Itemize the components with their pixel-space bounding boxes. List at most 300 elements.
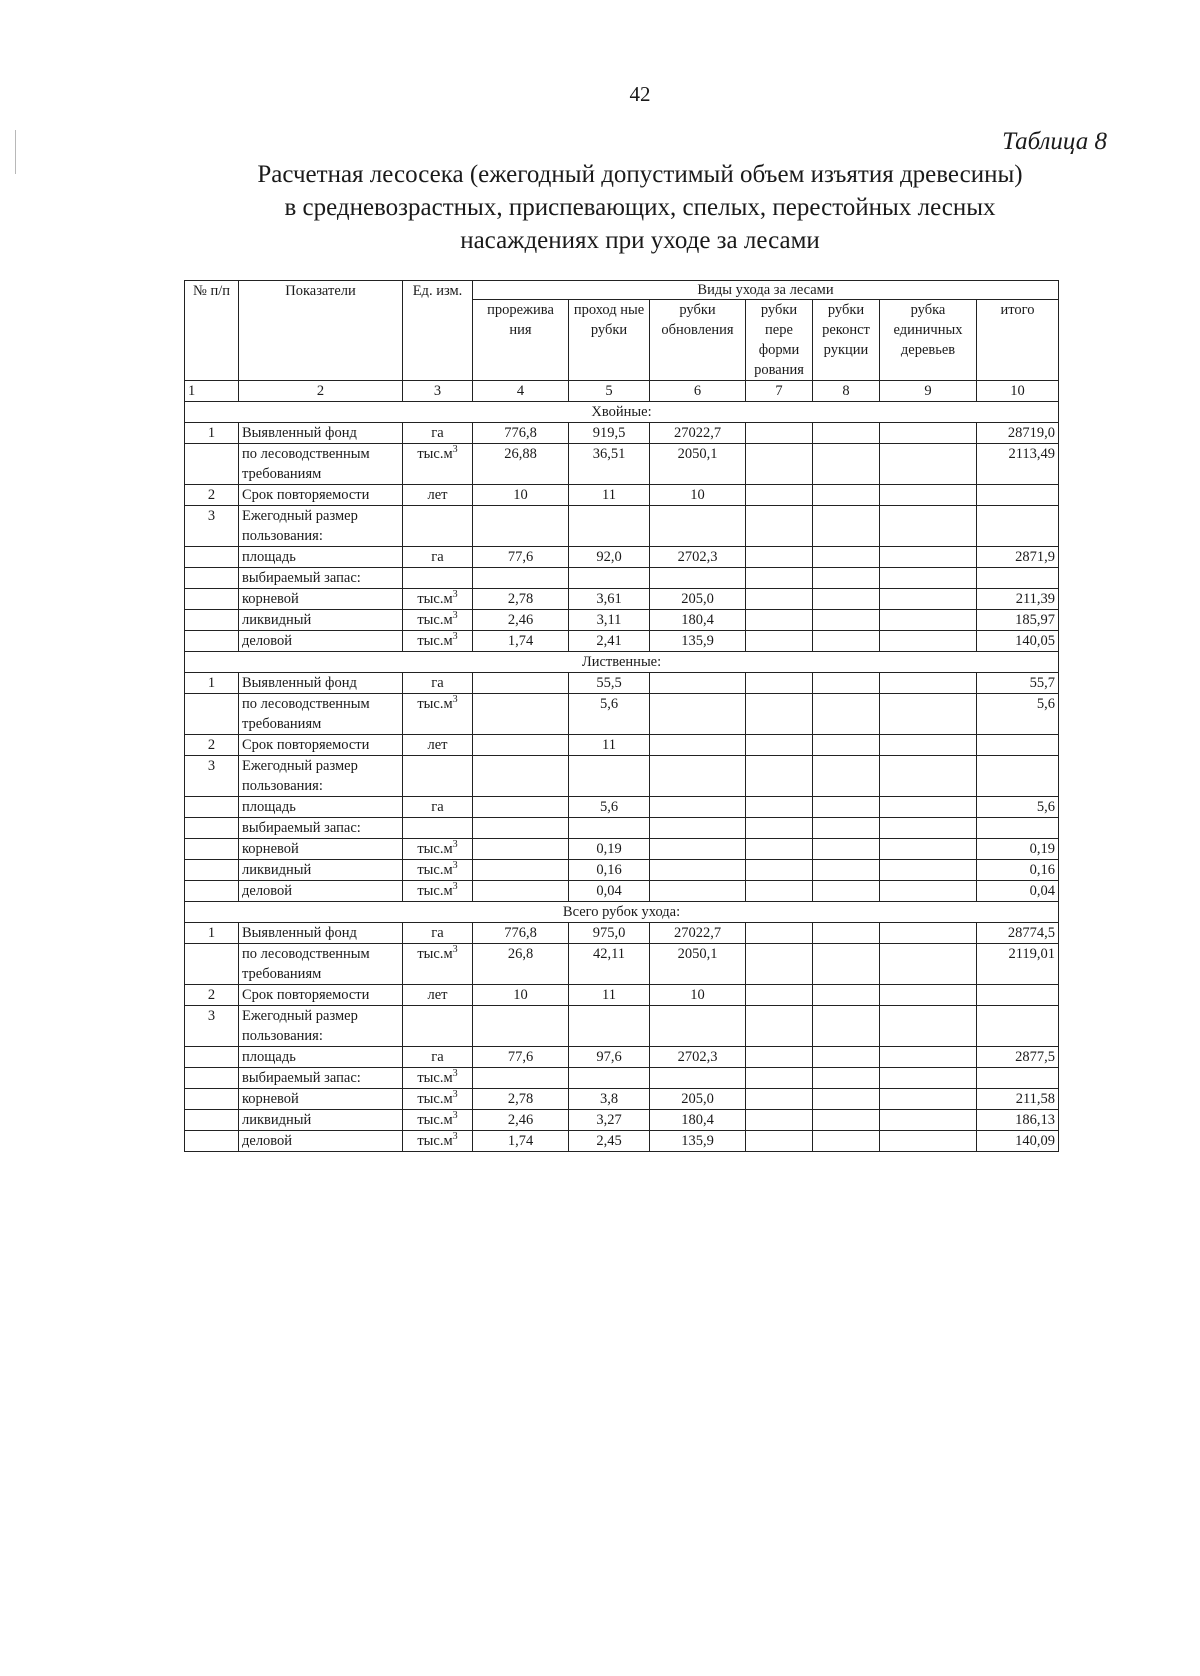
value-cell [880,923,977,944]
value-cell [880,818,977,839]
table-row [185,1131,1059,1152]
total-cell [977,818,1059,839]
value-cell [813,818,880,839]
unit-text: лет [427,737,448,753]
unit-cell [403,506,473,547]
indicator-cell: Выявленный фонд [239,673,403,694]
value-cell [880,797,977,818]
value-cell [650,735,746,756]
unit-text: тыс.м [417,633,453,649]
unit-text: тыс.м [417,1070,453,1086]
header-type: рубки реконст рукции [813,300,880,381]
value-cell [880,860,977,881]
value-cell [473,797,569,818]
total-cell: 5,6 [977,797,1059,818]
value-cell [880,673,977,694]
row-number: 3 [185,1006,239,1047]
value-cell [650,818,746,839]
value-cell [880,610,977,631]
value-cell [569,1006,650,1047]
value-cell [746,797,813,818]
value-cell [569,1068,650,1089]
table-row [185,1047,1059,1068]
value-cell: 205,0 [650,589,746,610]
value-cell: 180,4 [650,1110,746,1131]
value-cell [880,1131,977,1152]
unit-text: га [431,1049,444,1065]
row-number [185,610,239,631]
value-cell [746,985,813,1006]
value-cell [813,485,880,506]
row-number: 3 [185,506,239,547]
table-row [185,1110,1059,1131]
value-cell [746,839,813,860]
section-header-row [185,402,1059,423]
value-cell [880,944,977,985]
value-cell: 97,6 [569,1047,650,1068]
value-cell [813,985,880,1006]
total-cell: 185,97 [977,610,1059,631]
value-cell [813,610,880,631]
row-number [185,547,239,568]
table-row [185,506,1059,547]
table-row [185,818,1059,839]
indicator-cell: площадь [239,797,403,818]
table-row [185,631,1059,652]
table-row [185,1068,1059,1089]
title-line: насаждениях при уходе за лесами [460,227,820,254]
table-row [185,756,1059,797]
value-cell [746,735,813,756]
value-cell [473,756,569,797]
value-cell: 36,51 [569,444,650,485]
unit-text: га [431,799,444,815]
value-cell [880,631,977,652]
scan-mark [15,130,16,174]
row-number [185,568,239,589]
unit-cell [403,1006,473,1047]
total-cell [977,1006,1059,1047]
table-row [185,839,1059,860]
unit-cell [403,1131,473,1152]
value-cell [813,1131,880,1152]
value-cell [813,944,880,985]
unit-cell [403,444,473,485]
value-cell: 26,8 [473,944,569,985]
indicator-cell: Ежегодный размер пользования: [239,506,403,547]
row-number [185,839,239,860]
value-cell: 2,46 [473,610,569,631]
title-line: в средневозрастных, приспевающих, спелых, перестойных лесных [284,194,996,221]
unit-text: тыс.м [417,841,453,857]
value-cell [813,568,880,589]
value-cell: 2,41 [569,631,650,652]
value-cell: 180,4 [650,610,746,631]
value-cell: 5,6 [569,694,650,735]
unit-superscript: 3 [452,610,458,622]
total-cell: 2119,01 [977,944,1059,985]
value-cell [880,485,977,506]
section-title: Всего рубок ухода: [185,902,1059,923]
value-cell [746,694,813,735]
unit-text: га [431,675,444,691]
col-number: 3 [403,381,473,402]
value-cell [650,881,746,902]
unit-superscript: 3 [452,839,458,851]
total-cell: 28719,0 [977,423,1059,444]
header-type: рубки обновления [650,300,746,381]
table-row [185,485,1059,506]
unit-cell [403,1089,473,1110]
value-cell [813,1068,880,1089]
value-cell: 2,45 [569,1131,650,1152]
table-row [185,881,1059,902]
section-title: Лиственные: [185,652,1059,673]
table-row [185,694,1059,735]
header-type: прорежива ния [473,300,569,381]
value-cell [880,756,977,797]
value-cell: 2,78 [473,589,569,610]
value-cell [880,506,977,547]
col-number: 1 [185,381,239,402]
table-row [185,673,1059,694]
indicator-cell: Ежегодный размер пользования: [239,1006,403,1047]
value-cell: 3,27 [569,1110,650,1131]
value-cell [746,631,813,652]
value-cell [569,818,650,839]
header-row-top [185,281,1059,300]
total-cell: 0,04 [977,881,1059,902]
unit-text: тыс.м [417,883,453,899]
value-cell [650,797,746,818]
indicator-cell: по лесоводственным требованиям [239,694,403,735]
table-row [185,1006,1059,1047]
value-cell [880,1110,977,1131]
unit-text: лет [427,487,448,503]
value-cell [650,673,746,694]
value-cell [746,923,813,944]
value-cell [473,881,569,902]
value-cell: 0,16 [569,860,650,881]
value-cell [650,860,746,881]
value-cell: 5,6 [569,797,650,818]
value-cell [473,506,569,547]
value-cell: 11 [569,735,650,756]
value-cell: 1,74 [473,631,569,652]
table-row [185,985,1059,1006]
unit-cell [403,610,473,631]
value-cell [746,944,813,985]
value-cell: 3,8 [569,1089,650,1110]
value-cell [746,444,813,485]
value-cell [746,860,813,881]
value-cell [813,1089,880,1110]
unit-text: тыс.м [417,446,453,462]
unit-superscript: 3 [452,444,458,456]
value-cell [880,1047,977,1068]
unit-cell [403,944,473,985]
value-cell [746,568,813,589]
col-number: 9 [880,381,977,402]
indicator-cell: Выявленный фонд [239,923,403,944]
value-cell [746,1131,813,1152]
page-number: 42 [629,82,651,106]
section-header-row [185,902,1059,923]
value-cell [569,568,650,589]
unit-superscript: 3 [452,1068,458,1080]
indicator-cell: корневой [239,589,403,610]
value-cell [650,1006,746,1047]
unit-text: тыс.м [417,591,453,607]
total-cell [977,756,1059,797]
unit-cell [403,860,473,881]
indicator-cell: по лесоводственным требованиям [239,444,403,485]
value-cell [746,1068,813,1089]
row-number [185,1089,239,1110]
value-cell: 776,8 [473,923,569,944]
value-cell [473,818,569,839]
header-type: итого [977,300,1059,381]
unit-cell [403,568,473,589]
value-cell: 135,9 [650,631,746,652]
row-number [185,1047,239,1068]
indicator-cell: площадь [239,1047,403,1068]
value-cell [746,1047,813,1068]
unit-superscript: 3 [452,1131,458,1143]
value-cell [473,568,569,589]
unit-text: тыс.м [417,612,453,628]
unit-cell [403,631,473,652]
unit-superscript: 3 [452,944,458,956]
value-cell [813,735,880,756]
row-number [185,944,239,985]
value-cell [813,923,880,944]
unit-text: тыс.м [417,1133,453,1149]
indicator-cell: деловой [239,631,403,652]
value-cell: 2702,3 [650,1047,746,1068]
value-cell: 919,5 [569,423,650,444]
unit-cell [403,485,473,506]
table-label: Таблица 8 [1002,128,1107,155]
header-type: рубка единичных деревьев [880,300,977,381]
value-cell: 26,88 [473,444,569,485]
column-number-row [185,381,1059,402]
value-cell [746,1006,813,1047]
col-number: 7 [746,381,813,402]
unit-text: лет [427,987,448,1003]
value-cell: 135,9 [650,1131,746,1152]
row-number: 2 [185,985,239,1006]
value-cell [650,568,746,589]
header-num: № п/п [185,281,239,381]
value-cell: 0,04 [569,881,650,902]
value-cell [880,985,977,1006]
value-cell [650,1068,746,1089]
value-cell: 2,78 [473,1089,569,1110]
value-cell [650,756,746,797]
row-number [185,1131,239,1152]
value-cell [880,547,977,568]
section-title: Хвойные: [185,402,1059,423]
value-cell: 1,74 [473,1131,569,1152]
total-cell [977,985,1059,1006]
indicator-cell: ликвидный [239,1110,403,1131]
value-cell [813,444,880,485]
indicator-cell: Срок повторяемости [239,985,403,1006]
unit-text: тыс.м [417,1112,453,1128]
col-number: 5 [569,381,650,402]
value-cell [813,756,880,797]
total-cell: 186,13 [977,1110,1059,1131]
value-cell [569,506,650,547]
value-cell [473,1006,569,1047]
title-line: Расчетная лесосека (ежегодный допустимый объем изъятия древесины) [257,161,1023,188]
unit-cell [403,797,473,818]
unit-cell [403,985,473,1006]
value-cell: 3,11 [569,610,650,631]
table-row [185,444,1059,485]
value-cell [813,631,880,652]
value-cell [746,756,813,797]
total-cell: 55,7 [977,673,1059,694]
unit-superscript: 3 [452,589,458,601]
unit-superscript: 3 [452,1089,458,1101]
total-cell [977,485,1059,506]
value-cell: 2050,1 [650,444,746,485]
value-cell [880,1068,977,1089]
value-cell [473,694,569,735]
unit-text: тыс.м [417,862,453,878]
value-cell [880,839,977,860]
table-row [185,610,1059,631]
value-cell [880,881,977,902]
row-number [185,631,239,652]
total-cell: 2113,49 [977,444,1059,485]
unit-superscript: 3 [452,881,458,893]
total-cell: 0,16 [977,860,1059,881]
table-row [185,860,1059,881]
unit-cell [403,818,473,839]
value-cell [473,1068,569,1089]
value-cell: 10 [473,985,569,1006]
value-cell [880,423,977,444]
table-title [175,158,1105,257]
value-cell [746,1089,813,1110]
unit-cell [403,589,473,610]
value-cell [746,881,813,902]
unit-cell [403,839,473,860]
unit-cell [403,1068,473,1089]
total-cell: 2877,5 [977,1047,1059,1068]
indicator-cell: выбираемый запас: [239,1068,403,1089]
value-cell [473,673,569,694]
table-row [185,547,1059,568]
unit-text: га [431,925,444,941]
value-cell [473,860,569,881]
indicator-cell: ликвидный [239,610,403,631]
unit-cell [403,694,473,735]
total-cell [977,1068,1059,1089]
col-number: 10 [977,381,1059,402]
total-cell: 2871,9 [977,547,1059,568]
value-cell [569,756,650,797]
row-number [185,818,239,839]
header-type: проход ные рубки [569,300,650,381]
table-row [185,423,1059,444]
unit-superscript: 3 [452,694,458,706]
value-cell: 11 [569,985,650,1006]
value-cell [473,735,569,756]
value-cell: 776,8 [473,423,569,444]
indicator-cell: Выявленный фонд [239,423,403,444]
value-cell: 10 [473,485,569,506]
indicator-cell: корневой [239,839,403,860]
row-number [185,860,239,881]
total-cell: 0,19 [977,839,1059,860]
value-cell [880,444,977,485]
indicator-cell: по лесоводственным требованиям [239,944,403,985]
value-cell [746,506,813,547]
col-number: 2 [239,381,403,402]
indicator-cell: выбираемый запас: [239,818,403,839]
row-number: 3 [185,756,239,797]
value-cell: 27022,7 [650,923,746,944]
col-number: 8 [813,381,880,402]
value-cell [813,881,880,902]
indicator-cell: деловой [239,881,403,902]
indicator-cell: площадь [239,547,403,568]
value-cell [650,839,746,860]
value-cell [880,568,977,589]
value-cell: 2050,1 [650,944,746,985]
value-cell [880,1006,977,1047]
table-row [185,797,1059,818]
row-number: 2 [185,735,239,756]
value-cell: 27022,7 [650,423,746,444]
indicator-cell: Срок повторяемости [239,735,403,756]
value-cell [650,506,746,547]
row-number: 1 [185,673,239,694]
value-cell: 10 [650,485,746,506]
value-cell [813,673,880,694]
value-cell [880,1089,977,1110]
total-cell: 211,58 [977,1089,1059,1110]
value-cell [813,860,880,881]
unit-cell [403,547,473,568]
value-cell [813,423,880,444]
value-cell [880,694,977,735]
indicator-cell: выбираемый запас: [239,568,403,589]
value-cell [746,610,813,631]
total-cell: 140,09 [977,1131,1059,1152]
total-cell: 28774,5 [977,923,1059,944]
value-cell [813,589,880,610]
unit-text: тыс.м [417,1091,453,1107]
table-row [185,735,1059,756]
indicator-cell: Ежегодный размер пользования: [239,756,403,797]
table-row [185,923,1059,944]
table-row [185,1089,1059,1110]
value-cell [746,1110,813,1131]
value-cell [813,1110,880,1131]
unit-cell [403,423,473,444]
indicator-cell: ликвидный [239,860,403,881]
value-cell: 55,5 [569,673,650,694]
value-cell [746,673,813,694]
value-cell: 975,0 [569,923,650,944]
col-number: 4 [473,381,569,402]
value-cell [813,547,880,568]
